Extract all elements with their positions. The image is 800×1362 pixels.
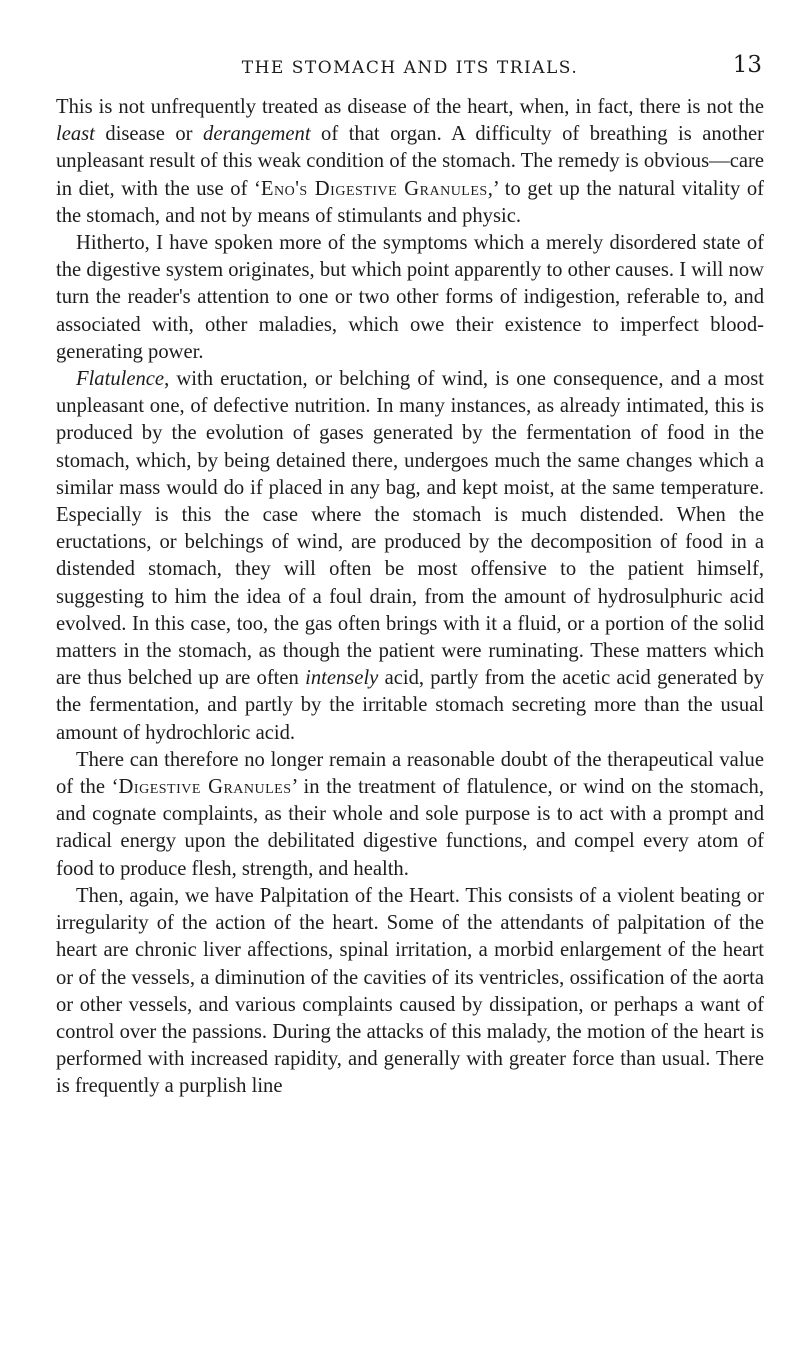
italic-run: derangement bbox=[203, 123, 311, 146]
paragraph-palpitation bbox=[56, 883, 764, 1101]
paragraph-therapeutic-value bbox=[56, 747, 764, 883]
text-run: disease or bbox=[94, 123, 204, 146]
text-run: This is not unfrequently treated as disease of the heart, when, in fact, there is not the bbox=[56, 96, 764, 118]
italic-run: Flatulence bbox=[76, 368, 165, 391]
small-caps-run: Eno's Digestive Granules bbox=[260, 177, 488, 200]
paragraph-breathing bbox=[56, 94, 764, 230]
text-run: There can therefore no longer remain a reasonable doubt of the therapeutical value of the ‘ bbox=[56, 748, 764, 799]
page-number: 13 bbox=[732, 52, 762, 78]
text-run: , with eructation, or belching of wind, is one consequence, and a most unpleasant one, of defective nutrition. In many instances, as already intimated, this is produced by the evolution of gases generated by the fermentation of food in the stomach, which, by being detained there, undergoes much the same changes which a similar mass would do if placed in any bag, and kept moist, at the same temperature. Especially is this the case where the stomach is much distended. When the eructations, or belchings of wind, are produced by the decomposition of food in a distended stomach, they will often be most offensive to the patient himself, suggesting to him the idea of a foul drain, from the amount of hydrosulphuric acid evolved. In this case, too, the gas often brings with it a fluid, or a portion of the solid matters in the stomach, as though the patient were ruminating. These matters which are thus belched up are often bbox=[56, 368, 764, 690]
text-run: Hitherto, I have spoken more of the symptoms which a merely disordered state of the digestive system originates, but which point apparently to other causes. I will now turn the reader's attention to one or two other forms of indigestion, referable to, and associated with, other maladies, which owe their existence to imperfect blood-generating power. bbox=[56, 232, 764, 363]
text-run: ’ in the treatment of flatulence, or wind on the stomach, and cognate complaints, as their whole and sole purpose is to act with a prompt and radical energy upon the debilitated digestive functions, and compel every atom of food to produce flesh, strength, and health. bbox=[56, 776, 764, 880]
italic-run: intensely bbox=[305, 667, 379, 690]
running-title: THE STOMACH AND ITS TRIALS. bbox=[241, 58, 579, 78]
paragraph-indigestion bbox=[56, 230, 764, 366]
italic-run: least bbox=[56, 123, 95, 146]
text-run: of that organ. A difficulty of breathing is another unpleasant result of this weak condition of the stomach. The remedy is obvious—care in diet, with the use of ‘ bbox=[56, 123, 764, 200]
text-run: ,’ to get up the natural vitality of the stomach, and not by means of stimulants and physic. bbox=[56, 177, 764, 227]
running-head bbox=[56, 52, 764, 88]
text-run: Then, again, we have Palpitation of the Heart. This consists of a violent beating or irregularity of the action of the heart. Some of the attendants of palpitation of the heart are chronic liver affections, spinal irritation, a morbid enlargement of the heart or of the vessels, a diminution of the cavities of its ventricles, ossification of the aorta or other vessels, and various complaints caused by dissipation, or perhaps a want of control over the passions. During the attacks of this malady, the motion of the heart is performed with increased rapidity, and generally with greater force than usual. There is frequently a purplish line bbox=[56, 884, 764, 1098]
paragraph-flatulence bbox=[56, 366, 764, 747]
small-caps-run: Digestive Granules bbox=[118, 776, 292, 799]
text-run: acid, partly from the acetic acid generated by the fermentation, and partly by the irritable stomach secreting more than the usual amount of hydrochloric acid. bbox=[56, 667, 764, 744]
body-text bbox=[56, 94, 764, 1101]
